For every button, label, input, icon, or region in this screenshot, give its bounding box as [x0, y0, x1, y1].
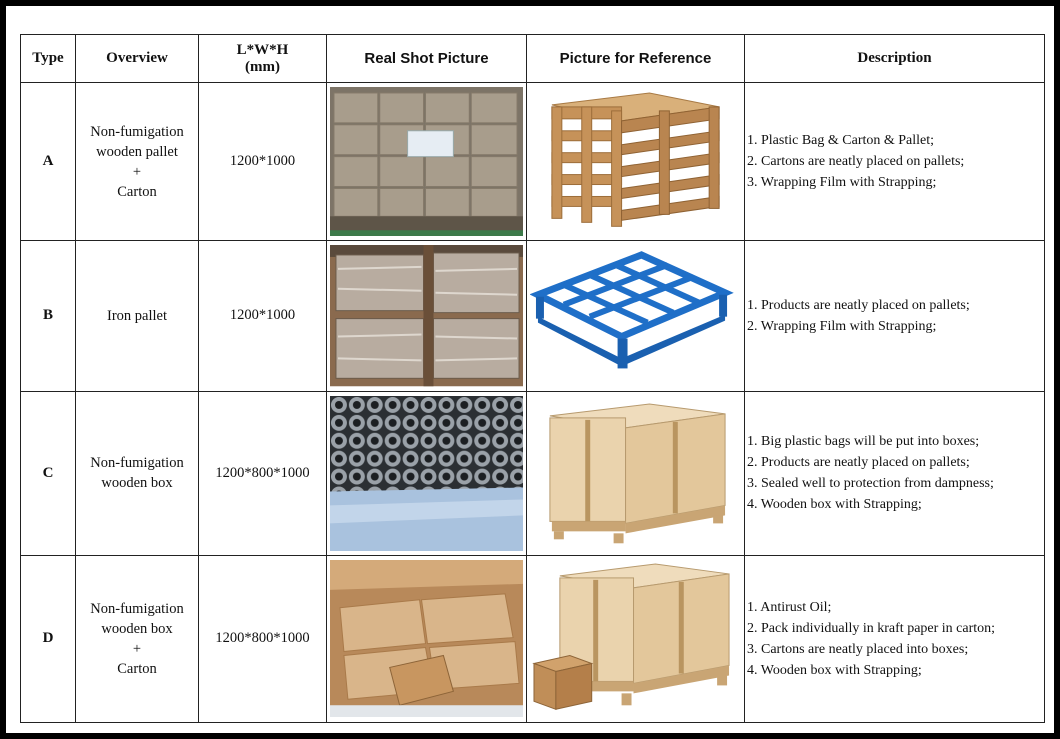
overview-cell	[76, 555, 199, 722]
description-cell	[745, 391, 1045, 555]
header-dims-text	[199, 42, 326, 76]
header-dims	[199, 35, 327, 83]
description-line: 1. Big plastic bags will be put into boxes;	[747, 434, 980, 450]
document-page	[6, 6, 1054, 733]
overview-line: Non-fumigation	[90, 123, 184, 140]
overview-line: Carton	[117, 183, 157, 200]
overview-line: Iron pallet	[107, 307, 167, 324]
header-type: Type	[21, 35, 76, 83]
header-description: Description	[745, 35, 1045, 83]
overview-line: wooden box	[101, 475, 173, 492]
overview-cell	[76, 241, 199, 391]
overview-line: wooden pallet	[96, 143, 178, 160]
real-shot-cell	[327, 83, 527, 241]
cartons-in-box-photo	[330, 560, 523, 717]
carton-stack-photo	[330, 87, 523, 236]
reference-cell	[527, 555, 745, 722]
real-shot-cell	[327, 555, 527, 722]
header-reference: Picture for Reference	[527, 35, 745, 83]
wooden-box-with-carton-photo	[530, 560, 741, 717]
type-cell: D	[21, 555, 76, 722]
wooden-box-photo	[530, 396, 741, 551]
description-line: 2. Pack individually in kraft paper in carton;	[747, 620, 996, 636]
type-cell: B	[21, 241, 76, 391]
description-cell	[745, 241, 1045, 391]
table-row	[21, 391, 1045, 555]
description-line: 2. Products are neatly placed on pallets;	[747, 455, 970, 471]
bearing-rings-photo	[330, 396, 523, 551]
table-row	[21, 83, 1045, 241]
description-line: 1. Products are neatly placed on pallets;	[747, 297, 970, 313]
real-shot-cell	[327, 241, 527, 391]
reference-cell	[527, 83, 745, 241]
table-row	[21, 555, 1045, 722]
description-line: 2. Wrapping Film with Strapping;	[747, 318, 937, 334]
reference-cell	[527, 241, 745, 391]
dims-cell: 1200*1000	[199, 83, 327, 241]
iron-pallet-wrapped-photo	[330, 245, 523, 386]
header-real-shot: Real Shot Picture	[327, 35, 527, 83]
header-dims-label: L*W*H	[236, 41, 289, 58]
overview-line: +	[132, 640, 142, 657]
header-overview: Overview	[76, 35, 199, 83]
packaging-table	[20, 34, 1045, 723]
overview-line: Carton	[117, 660, 157, 677]
dims-cell: 1200*1000	[199, 241, 327, 391]
blue-iron-pallet-photo	[530, 245, 741, 386]
overview-line: Non-fumigation	[90, 600, 184, 617]
description-line: 1. Antirust Oil;	[747, 599, 832, 615]
description-line: 4. Wooden box with Strapping;	[747, 662, 922, 678]
reference-cell	[527, 391, 745, 555]
description-line: 3. Wrapping Film with Strapping;	[747, 175, 937, 191]
overview-line: Non-fumigation	[90, 455, 184, 472]
wooden-pallet-stack-photo	[530, 87, 741, 236]
description-cell	[745, 555, 1045, 722]
header-row	[21, 35, 1045, 83]
description-line: 1. Plastic Bag & Carton & Pallet;	[747, 133, 935, 149]
dims-cell: 1200*800*1000	[199, 555, 327, 722]
overview-line: +	[132, 163, 142, 180]
overview-cell	[76, 391, 199, 555]
table-row	[21, 241, 1045, 391]
overview-line: wooden box	[101, 620, 173, 637]
description-cell	[745, 83, 1045, 241]
header-dims-unit: (mm)	[245, 58, 280, 75]
description-line: 3. Cartons are neatly placed into boxes;	[747, 641, 969, 657]
type-cell: A	[21, 83, 76, 241]
overview-cell	[76, 83, 199, 241]
description-line: 4. Wooden box with Strapping;	[747, 497, 922, 513]
description-line: 3. Sealed well to protection from dampness;	[747, 476, 994, 492]
description-line: 2. Cartons are neatly placed on pallets;	[747, 154, 965, 170]
type-cell: C	[21, 391, 76, 555]
real-shot-cell	[327, 391, 527, 555]
dims-cell: 1200*800*1000	[199, 391, 327, 555]
